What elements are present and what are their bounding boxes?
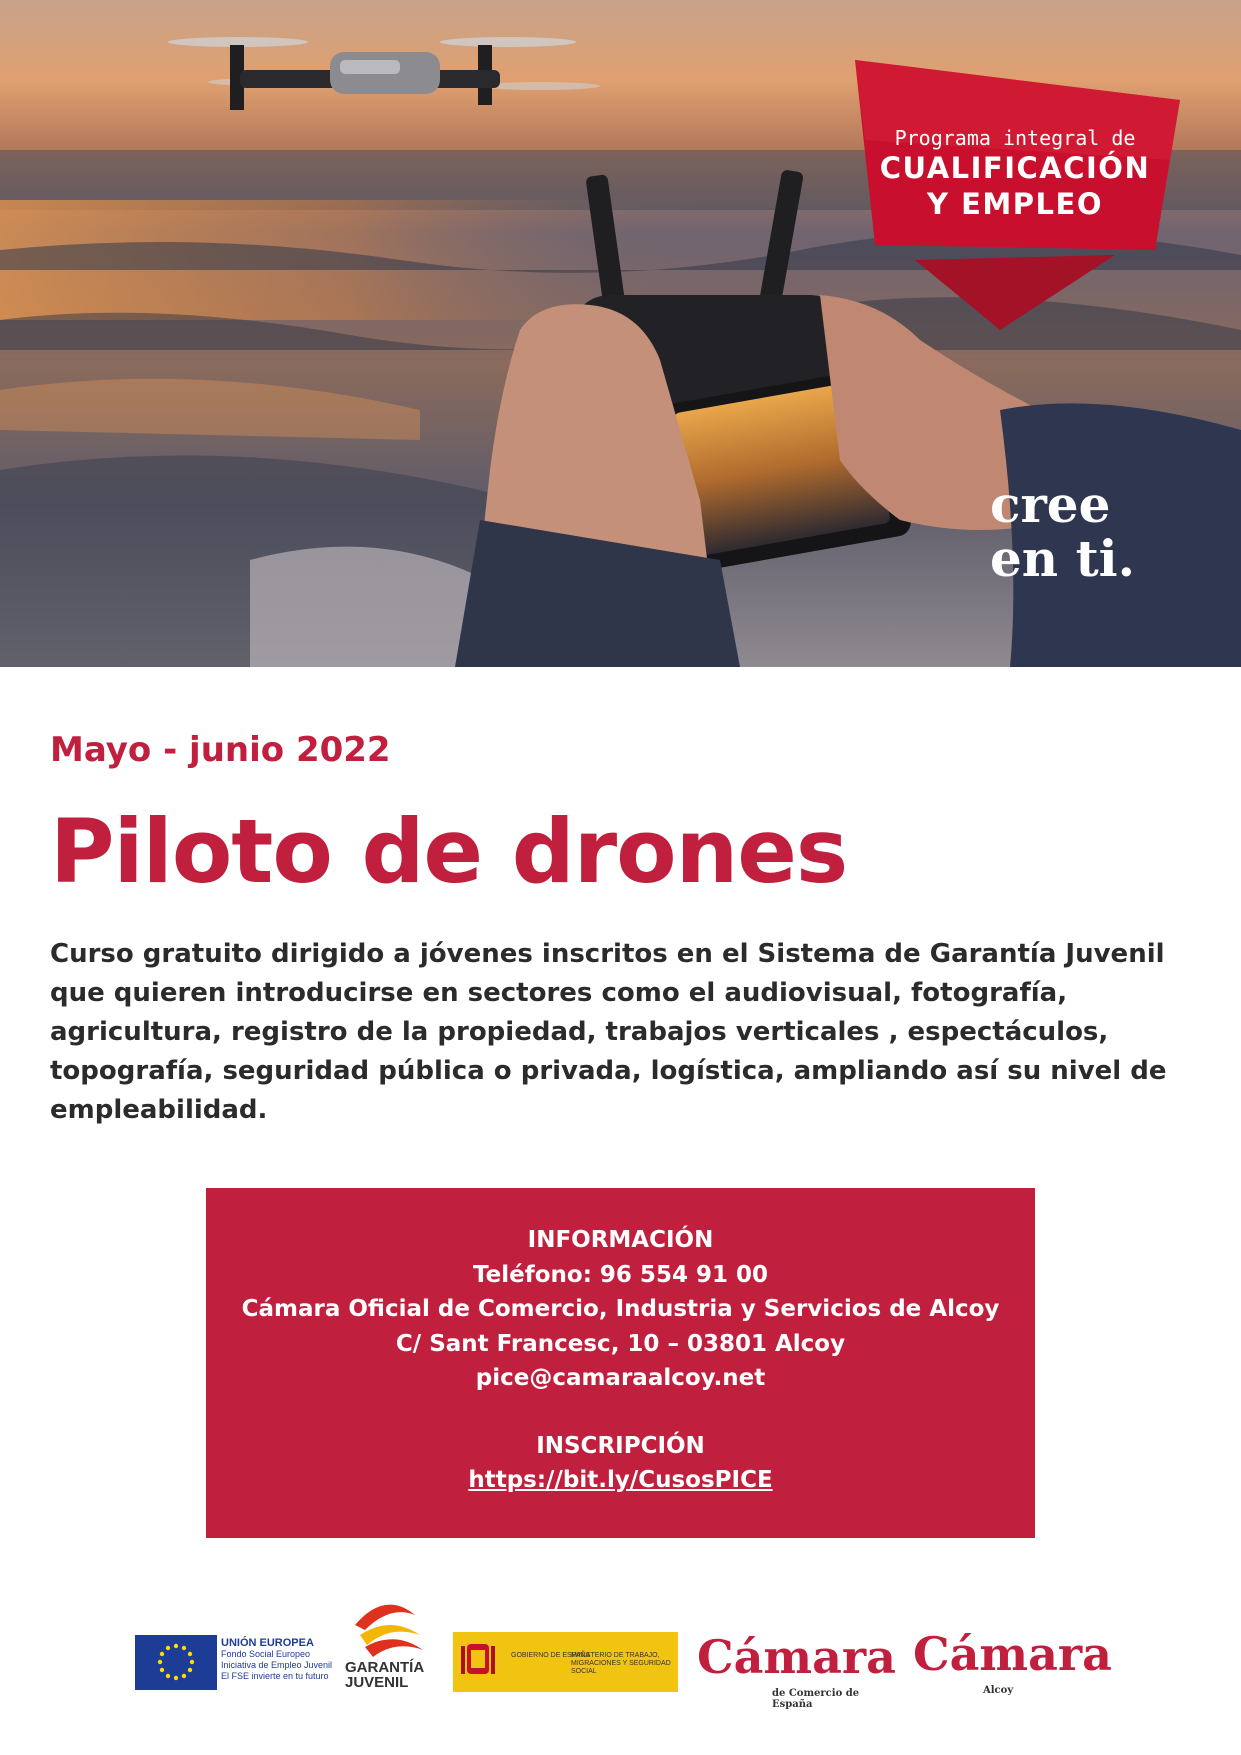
sponsor-logos: [0, 1590, 1241, 1710]
registration-heading: INSCRIPCIÓN: [536, 1432, 705, 1459]
garantia-swoosh-icon: [345, 1595, 425, 1660]
program-badge: [850, 60, 1180, 330]
camara1-text: Cámara: [697, 1630, 896, 1684]
page-title: Piloto de drones: [50, 800, 848, 903]
badge-subtitle: Programa integral de: [894, 126, 1136, 150]
camara1-subtitle: de Comercio de España: [772, 1688, 860, 1710]
slogan-line1: cree: [990, 475, 1111, 534]
eu-line2: Iniciativa de Empleo Juvenil: [221, 1660, 333, 1670]
gobierno-espana-logo: [453, 1632, 678, 1692]
info-email: pice@camaraalcoy.net: [475, 1365, 766, 1391]
info-organization: Cámara Oficial de Comercio, Industria y Servicios de Alcoy: [241, 1296, 1000, 1322]
camara2-text: Cámara: [913, 1627, 1112, 1681]
gob-line2: MINISTERIO DE TRABAJO, MIGRACIONES Y SEGURIDAD SOCIAL: [571, 1652, 671, 1675]
eu-stars-icon: [135, 1635, 217, 1690]
eu-logo-text: [221, 1638, 332, 1682]
registration-link[interactable]: https://bit.ly/CusosPICE: [468, 1467, 773, 1493]
badge-title-line2: Y EMPLEO: [927, 187, 1103, 221]
camara-alcoy-logo: [913, 1627, 1112, 1696]
badge-title-line1: CUALIFICACIÓN: [879, 151, 1151, 185]
eu-title: UNIÓN EUROPEA: [221, 1637, 314, 1649]
eu-line3: El FSE invierte en tu futuro: [221, 1671, 329, 1681]
cree-en-ti-logo: [990, 475, 1136, 588]
camara2-subtitle: Alcoy: [983, 1685, 1014, 1696]
garantia-juvenil-text: [345, 1660, 424, 1690]
slogan-line2: en ti.: [990, 529, 1136, 588]
eu-line1: Fondo Social Europeo: [221, 1649, 311, 1659]
camara-espana-logo: [697, 1630, 896, 1710]
gj-line1: GARANTÍA: [345, 1659, 425, 1676]
course-dates: Mayo - junio 2022: [50, 730, 391, 770]
eu-flag-icon: [135, 1635, 217, 1690]
gj-line2: JUVENIL: [345, 1674, 409, 1691]
spain-coat-of-arms-icon: [453, 1632, 503, 1692]
course-description: Curso gratuito dirigido a jóvenes inscritos en el Sistema de Garantía Juvenil que quieren introducirse en sectores como el audiovisual, fotografía, agricultura, registro de la propiedad, trabajos verticales , espectáculos, topografía, seguridad pública o privada, logística, ampliando así su nivel de empleabilidad.: [50, 939, 1167, 1125]
info-address: C/ Sant Francesc, 10 – 03801 Alcoy: [395, 1330, 846, 1357]
info-box: [206, 1188, 1035, 1538]
info-heading: INFORMACIÓN: [527, 1227, 714, 1253]
info-phone: Teléfono: 96 554 91 00: [473, 1261, 768, 1288]
hero-photo: [0, 0, 1241, 667]
gob-line1: GOBIERNO DE ESPAÑA: [511, 1652, 591, 1659]
